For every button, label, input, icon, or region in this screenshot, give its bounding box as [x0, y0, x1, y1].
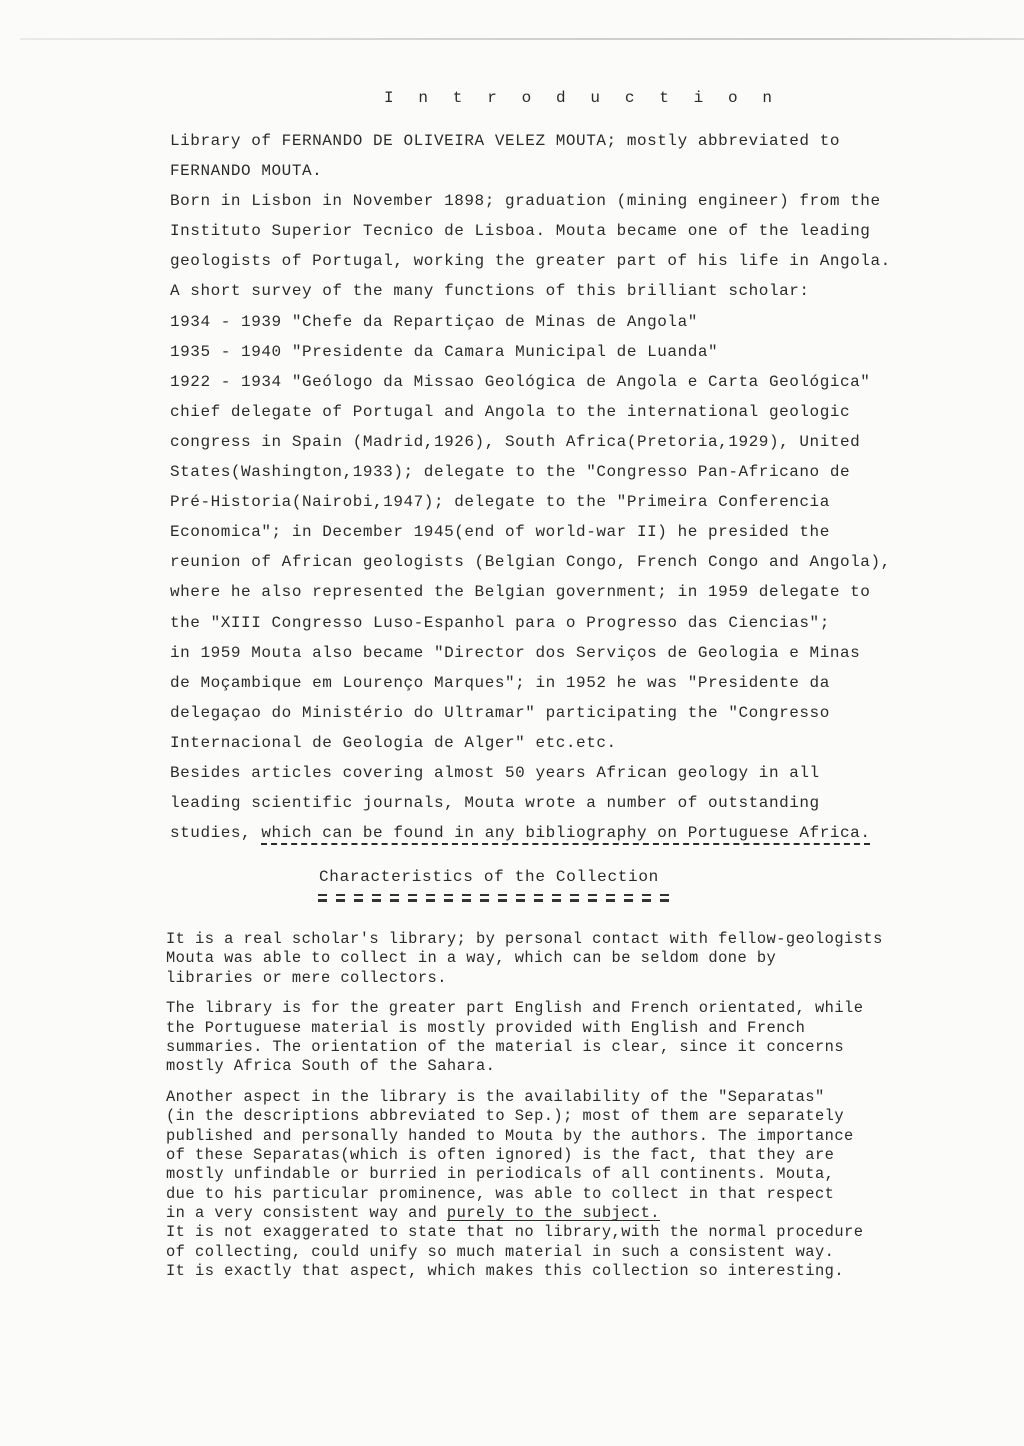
text-line: mostly unfindable or burried in periodicals of all continents. Mouta,: [166, 1165, 835, 1184]
scan-edge-line: [20, 38, 1024, 40]
double-dashed-rule: [318, 894, 674, 902]
paragraph: [166, 1223, 976, 1281]
text-line: congress in Spain (Madrid,1926), South Africa(Pretoria,1929), United: [170, 432, 861, 451]
text-line: mostly Africa South of the Sahara.: [166, 1057, 496, 1076]
text-line: the "XIII Congresso Luso-Espanhol para o Progresso das Ciencias";: [170, 613, 830, 632]
paragraph: [166, 1088, 976, 1224]
text-line: 1934 - 1939 "Chefe da Repartiçao de Minas de Angola": [170, 312, 698, 331]
text-line: Internacional de Geologia de Alger" etc.etc.: [170, 733, 617, 752]
text-line: 1935 - 1940 "Presidente da Camara Municipal de Luanda": [170, 342, 719, 361]
text-line: Born in Lisbon in November 1898; graduation (mining engineer) from the: [170, 192, 881, 211]
text-line: Besides articles covering almost 50 years African geology in all: [170, 763, 820, 782]
text-line: summaries. The orientation of the material is clear, since it concerns: [166, 1037, 845, 1056]
section-heading: Characteristics of the Collection: [319, 868, 659, 886]
text-line: chief delegate of Portugal and Angola to the international geologic: [170, 402, 851, 421]
underlined-phrase: which can be found in any bibliography on Portuguese Africa.: [261, 824, 871, 843]
text-line: States(Washington,1933); delegate to the "Congresso Pan-Africano de: [170, 463, 851, 482]
text-line: Library of FERNANDO DE OLIVEIRA VELEZ MOUTA; mostly abbreviated to: [170, 132, 841, 150]
underlined-phrase: purely to the subject.: [446, 1204, 660, 1223]
characteristics-body: [166, 930, 976, 1293]
text-line: leading scientific journals, Mouta wrote a number of outstanding: [170, 794, 820, 813]
text-line: of collecting, could unify so much material in such a consistent way.: [166, 1242, 835, 1261]
text-line: Another aspect in the library is the availability of the "Separatas": [166, 1087, 825, 1106]
text-line: of these Separatas(which is often ignored) is the fact, that they are: [166, 1145, 835, 1164]
text-fragment: in a very consistent way and: [166, 1204, 447, 1223]
text-fragment: studies,: [170, 824, 262, 843]
text-line: de Moçambique em Lourenço Marques"; in 1952 he was "Presidente da: [170, 673, 830, 692]
text-line: 1922 - 1934 "Geólogo da Missao Geológica de Angola e Carta Geológica": [170, 372, 871, 391]
text-line: Mouta was able to collect in a way, which can be seldom done by: [166, 949, 777, 968]
text-line: It is a real scholar's library; by personal contact with fellow-geologists: [166, 930, 883, 948]
text-line: due to his particular prominence, was able to collect in that respect: [166, 1184, 835, 1203]
introduction-body: [170, 126, 970, 848]
text-line: It is not exaggerated to state that no library,with the normal procedure: [166, 1223, 864, 1242]
text-line: delegaçao do Ministério do Ultramar" participating the "Congresso: [170, 703, 830, 722]
paragraph: [166, 999, 976, 1077]
paragraph: [166, 930, 976, 988]
text-line: Pré-Historia(Nairobi,1947); delegate to the "Primeira Conferencia: [170, 493, 830, 512]
text-line-last: [166, 1204, 976, 1223]
page-title: I n t r o d u c t i o n: [384, 89, 780, 107]
text-line-last: [170, 818, 970, 848]
text-line: FERNANDO MOUTA.: [170, 162, 323, 181]
text-line: (in the descriptions abbreviated to Sep.); most of them are separately: [166, 1107, 845, 1126]
text-line: geologists of Portugal, working the greater part of his life in Angola.: [170, 252, 891, 271]
text-line: Instituto Superior Tecnico de Lisboa. Mouta became one of the leading: [170, 222, 871, 241]
text-line: published and personally handed to Mouta by the authors. The importance: [166, 1126, 854, 1145]
text-line: where he also represented the Belgian government; in 1959 delegate to: [170, 583, 871, 602]
text-line: the Portuguese material is mostly provided with English and French: [166, 1018, 806, 1037]
text-line: The library is for the greater part English and French orientated, while: [166, 999, 864, 1018]
text-line: A short survey of the many functions of this brilliant scholar:: [170, 282, 810, 301]
text-line: Economica"; in December 1945(end of world-war II) he presided the: [170, 523, 830, 542]
text-line: It is exactly that aspect, which makes this collection so interesting.: [166, 1262, 845, 1281]
text-line: libraries or mere collectors.: [166, 968, 447, 987]
text-line: reunion of African geologists (Belgian Congo, French Congo and Angola),: [170, 553, 891, 572]
text-line: in 1959 Mouta also became "Director dos Serviços de Geologia e Minas: [170, 643, 861, 662]
